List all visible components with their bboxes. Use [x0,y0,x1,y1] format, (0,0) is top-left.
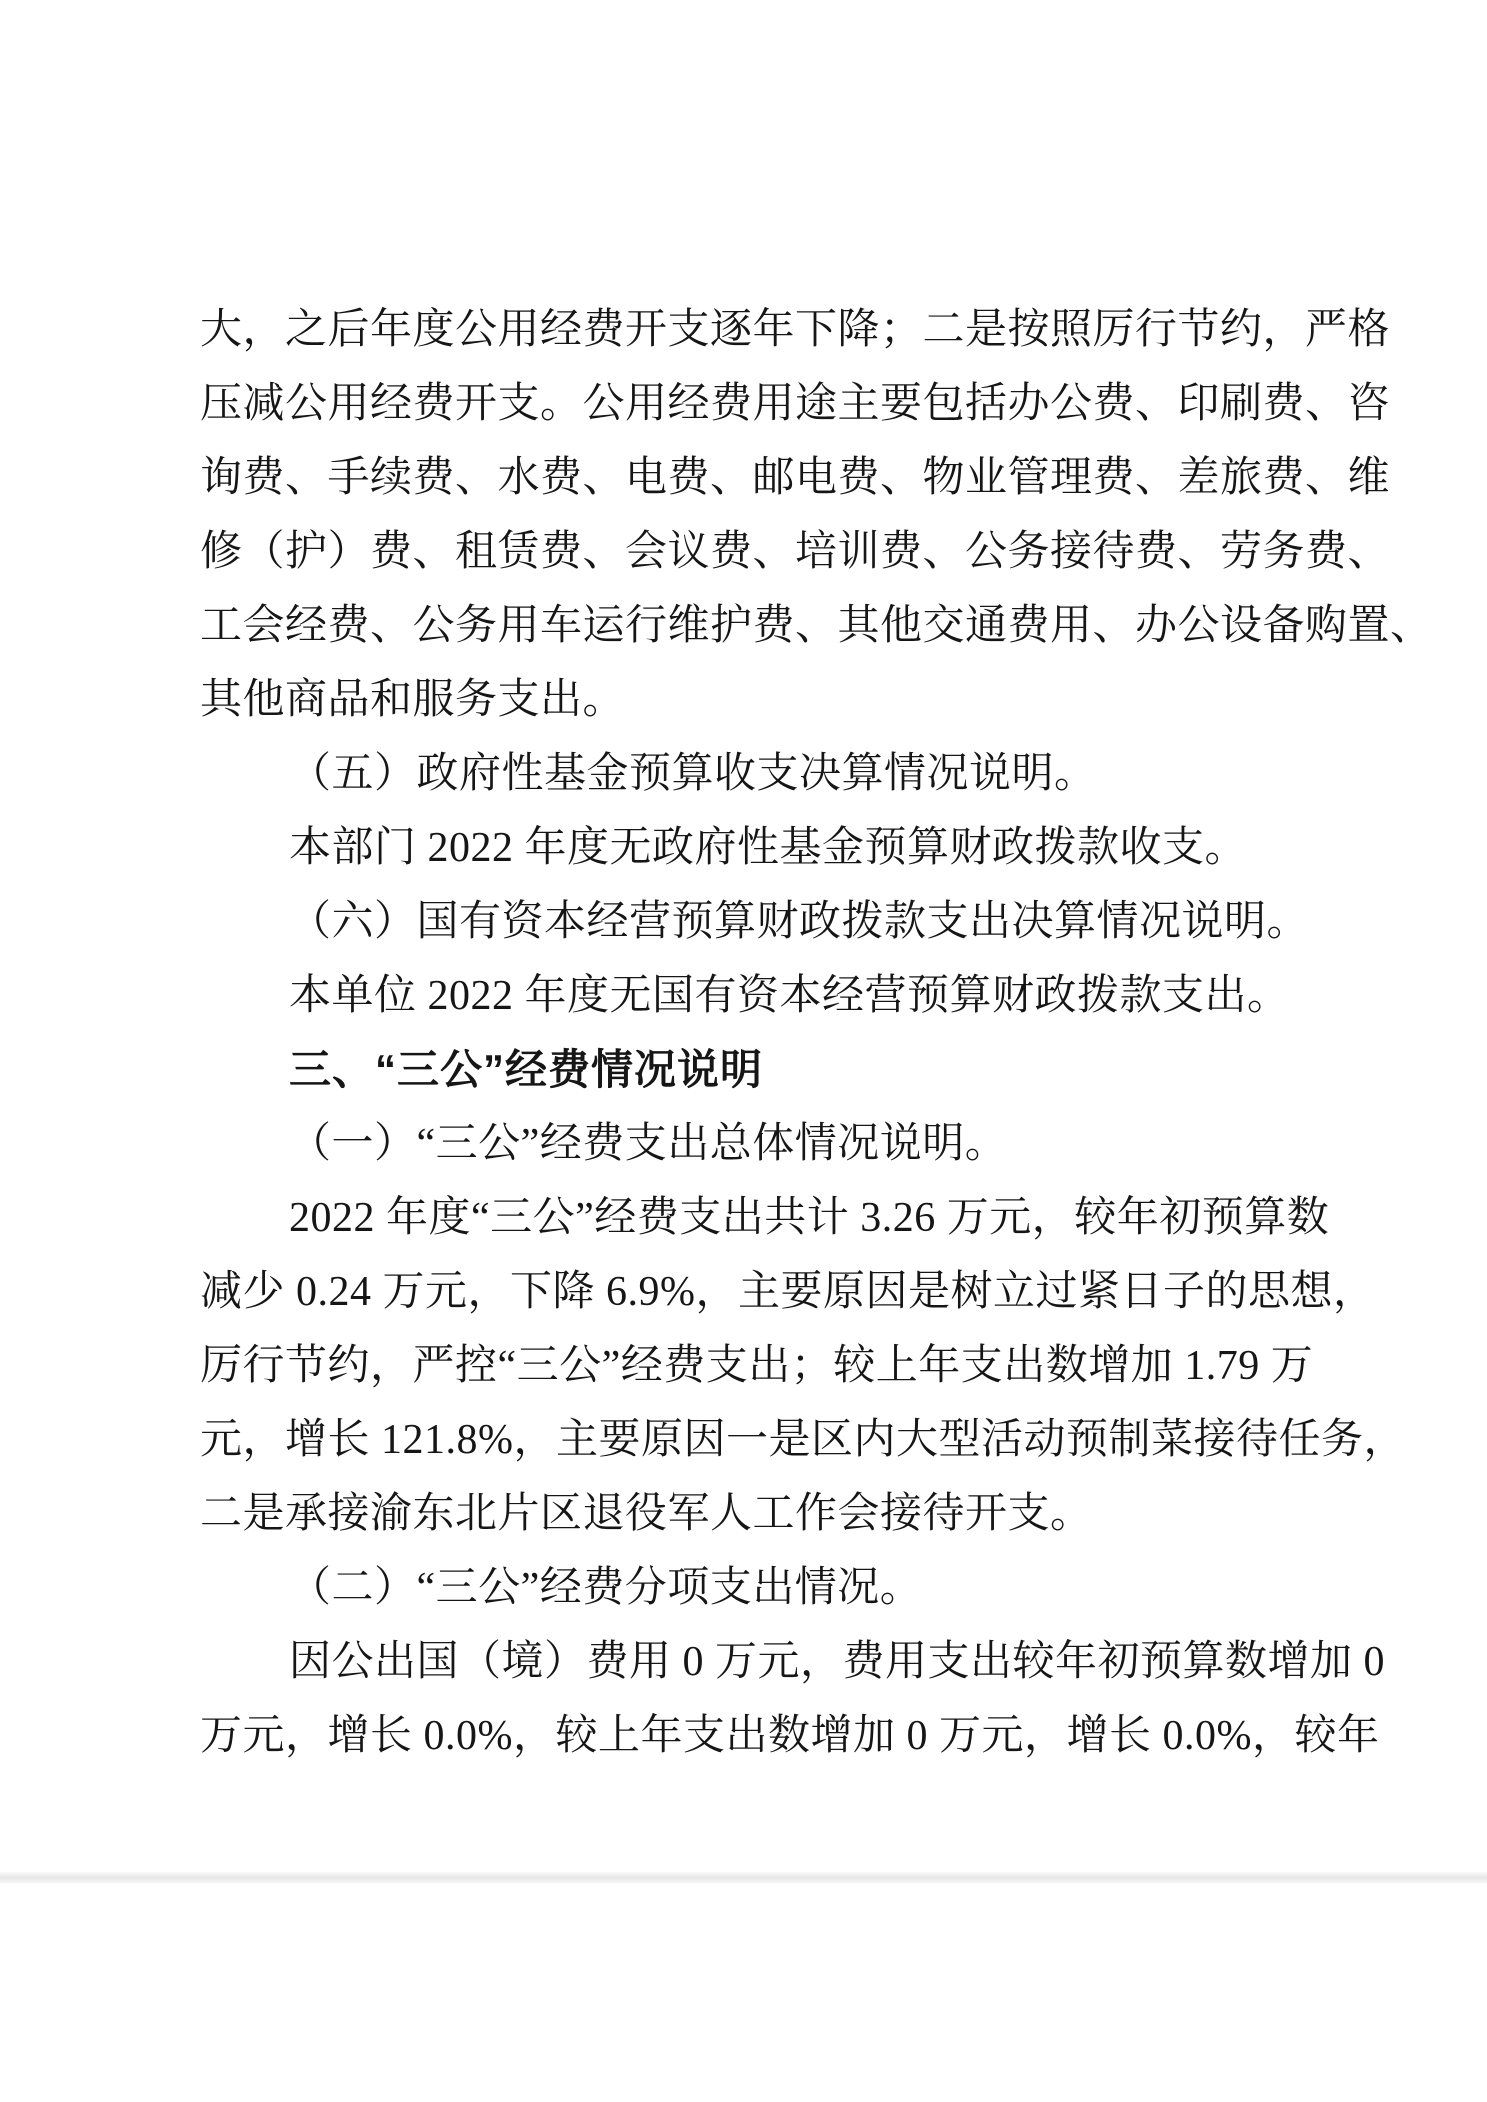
text-line-3: 询费、手续费、水费、电费、邮电费、物业管理费、差旅费、维 [200,455,1391,501]
text-line-11: 三、“三公”经费情况说明 [289,1046,764,1093]
text-line-1: 大，之后年度公用经费开支逐年下降；二是按照厉行节约，严格 [200,307,1391,353]
text-line-2: 压减公用经费开支。公用经费用途主要包括办公费、印刷费、咨 [200,381,1391,427]
text-line-7: （五）政府性基金预算收支决算情况说明。 [289,751,1097,797]
document-text-block [200,293,1433,1773]
text-line-19: 因公出国（境）费用 0 万元，费用支出较年初预算数增加 0 [289,1639,1386,1685]
text-line-15: 厉行节约，严控“三公”经费支出；较上年支出数增加 1.79 万 [200,1343,1314,1389]
text-line-4: 修（护）费、租赁费、会议费、培训费、公务接待费、劳务费、 [200,529,1391,575]
text-line-10: 本单位 2022 年度无国有资本经营预算财政拨款支出。 [289,973,1290,1019]
text-line-20: 万元，增长 0.0%，较上年支出数增加 0 万元，增长 0.0%，较年 [200,1713,1380,1759]
text-line-18: （二）“三公”经费分项支出情况。 [289,1565,923,1611]
text-line-16: 元，增长 121.8%，主要原因一是区内大型活动预制菜接待任务， [200,1417,1406,1463]
scan-artifact-band [0,1872,1487,1884]
text-line-5: 工会经费、公务用车运行维护费、其他交通费用、办公设备购置、 [200,603,1433,649]
text-line-8: 本部门 2022 年度无政府性基金预算财政拨款收支。 [289,825,1248,871]
text-line-17: 二是承接渝东北片区退役军人工作会接待开支。 [200,1491,1093,1537]
text-line-13: 2022 年度“三公”经费支出共计 3.26 万元，较年初预算数 [289,1195,1330,1241]
text-line-9: （六）国有资本经营预算财政拨款支出决算情况说明。 [289,899,1310,945]
text-line-12: （一）“三公”经费支出总体情况说明。 [289,1121,1008,1167]
text-line-6: 其他商品和服务支出。 [200,677,626,723]
text-line-14: 减少 0.24 万元，下降 6.9%，主要原因是树立过紧日子的思想， [200,1269,1376,1315]
